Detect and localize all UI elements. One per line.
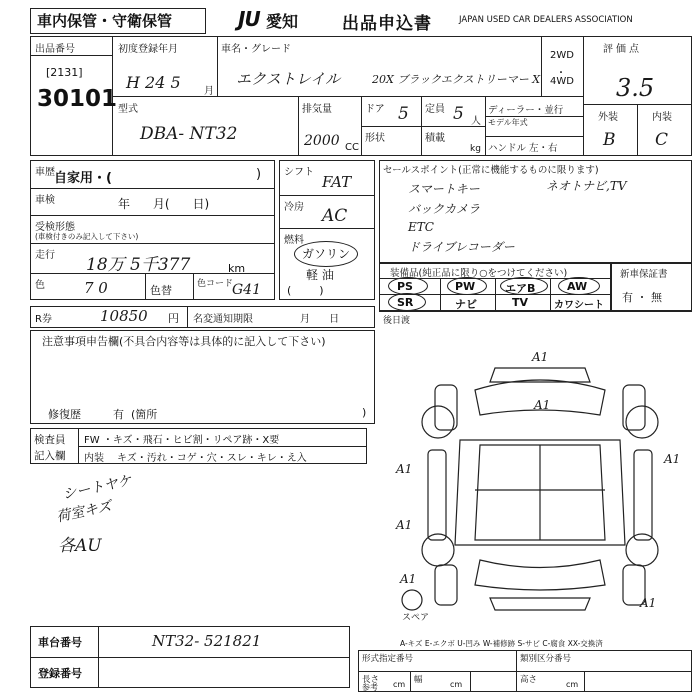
pw-circle bbox=[447, 277, 487, 295]
ref-label: 参考 bbox=[362, 683, 378, 692]
drive-2wd: 2WD bbox=[550, 50, 574, 61]
hand-note-1: シートヤケ bbox=[61, 472, 134, 504]
model-label: 型式 bbox=[118, 104, 138, 115]
damage-mark-left-2: A1 bbox=[396, 518, 413, 532]
mileage-value: 18万 5千377 bbox=[86, 255, 191, 275]
person-unit: 人 bbox=[471, 116, 481, 127]
class-no-label: 類別区分番号 bbox=[520, 654, 572, 664]
ac-label: 冷房 bbox=[284, 202, 304, 213]
hand-note-3: 各AU bbox=[58, 536, 102, 556]
kg-unit: kg bbox=[470, 144, 481, 154]
warranty-label: 新車保証書 bbox=[620, 269, 668, 280]
drive-dot: ・ bbox=[556, 68, 566, 79]
notes-label: 注意事項申告欄(不具合内容等は具体的に記入して下さい) bbox=[42, 335, 326, 348]
history-close: ) bbox=[256, 167, 262, 182]
ju-logo: JU bbox=[238, 7, 260, 31]
month-unit: 月 bbox=[204, 86, 214, 97]
aw-circle bbox=[558, 277, 600, 295]
load-label: 積載 bbox=[425, 133, 445, 144]
equip-ps: PS bbox=[397, 280, 413, 293]
damage-mark-rear-right: A1 bbox=[640, 596, 657, 610]
damage-mark-right: A1 bbox=[664, 452, 681, 466]
checker-row-2-label: 内装 bbox=[84, 453, 104, 464]
sr-circle bbox=[388, 293, 426, 311]
color-code-label: 色コード bbox=[197, 279, 234, 289]
repair-label: 修復歴 bbox=[48, 408, 81, 421]
equip-pw: PW bbox=[455, 280, 476, 293]
damage-mark-rear-left: A1 bbox=[400, 572, 417, 586]
sales-item-0: スマートキー bbox=[408, 182, 480, 196]
exterior-label: 外装 bbox=[598, 112, 618, 123]
equip-aw: AW bbox=[567, 280, 588, 293]
sales-item-3: ドライブレコーダー bbox=[408, 240, 515, 254]
fuel-light: 軽 油 bbox=[306, 268, 334, 282]
late-label: 後日渡 bbox=[383, 316, 411, 326]
chassis-value: NT32- 521821 bbox=[152, 632, 262, 650]
cm-length: cm bbox=[393, 680, 406, 689]
repair-value: 有 (箇所 bbox=[113, 408, 158, 421]
hand-note-2: 荷室キズ bbox=[55, 498, 113, 526]
mileage-label: 走行 bbox=[35, 250, 55, 261]
org-name: 愛知 bbox=[266, 12, 299, 31]
spare-label: スペア bbox=[402, 613, 430, 623]
checker-row-1: FW ・キズ・飛石・ヒビ割・リペア跡・X要 bbox=[84, 435, 280, 446]
interior-label: 内装 bbox=[652, 112, 672, 123]
km-unit: km bbox=[228, 262, 246, 275]
shape-label: 形状 bbox=[365, 133, 385, 144]
color-code-value: G41 bbox=[232, 282, 261, 298]
equipment-label: 装備品(純正品に限り○をつけてください) bbox=[390, 268, 568, 279]
first-reg-label: 初度登録年月 bbox=[118, 44, 178, 55]
car-name-label: 車名・グレード bbox=[221, 44, 291, 55]
color-change-label: 色替 bbox=[150, 284, 172, 297]
checker-label-2: 記入欄 bbox=[34, 450, 66, 462]
lot-label: 出品番号 bbox=[35, 44, 75, 55]
reg-label: 登録番号 bbox=[38, 667, 82, 680]
r-ticket-value: 10850 bbox=[100, 307, 148, 325]
yen-unit: 円 bbox=[168, 312, 179, 325]
history-value: 自家用・( bbox=[54, 171, 112, 186]
inspection-label: 車検 bbox=[35, 195, 55, 206]
shift-value: FAT bbox=[322, 173, 352, 191]
form-label: 受検形態 bbox=[35, 222, 75, 233]
model-year-label: モデル年式 bbox=[488, 118, 528, 127]
color-label: 色 bbox=[35, 280, 45, 291]
checker-label-1: 検査員 bbox=[34, 434, 66, 446]
lot-number: 30101 bbox=[37, 86, 118, 112]
handle-label: ハンドル 左・右 bbox=[488, 143, 558, 154]
equip-leather-seat: カワシート bbox=[554, 300, 604, 311]
color-value: 7 0 bbox=[84, 279, 108, 297]
length-label: 長さ bbox=[362, 675, 380, 685]
form-no-label: 形式指定番号 bbox=[362, 654, 414, 664]
equip-sr: SR bbox=[397, 296, 414, 309]
notice-value: 月 日 bbox=[300, 314, 340, 325]
org-english: JAPAN USED CAR DEALERS ASSOCIATION bbox=[459, 15, 633, 25]
damage-legend: A-キズ E-エクボ U-凹み W-補修跡 S-サビ C-腐食 XX-交換済 bbox=[400, 639, 603, 648]
sales-item-1: バックカメラ bbox=[408, 202, 481, 216]
displacement-value: 2000 bbox=[304, 133, 340, 149]
fuel-gas: ガソリン bbox=[302, 247, 351, 261]
fuel-label: 燃料 bbox=[284, 235, 304, 246]
width-label: 幅 bbox=[414, 675, 423, 685]
lot-sub: [2131] bbox=[46, 66, 83, 79]
storage-title: 車内保管・守衛保管 bbox=[37, 12, 173, 30]
capacity-value: 5 bbox=[453, 104, 464, 124]
notice-label: 名変通知期限 bbox=[193, 314, 253, 325]
shift-label: シフト bbox=[284, 167, 314, 178]
doors-value: 5 bbox=[398, 104, 409, 124]
equip-airbag: エアB bbox=[505, 282, 536, 295]
doors-label: ドア bbox=[365, 104, 385, 115]
warranty-value: 有 ・ 無 bbox=[622, 291, 662, 304]
cm-width: cm bbox=[450, 680, 463, 689]
repair-close: ) bbox=[362, 406, 367, 419]
car-name: エクストレイル bbox=[236, 70, 341, 88]
displacement-label: 排気量 bbox=[302, 104, 332, 115]
form-title: 出品申込書 bbox=[342, 14, 432, 34]
chassis-label: 車台番号 bbox=[38, 636, 82, 649]
ac-value: AC bbox=[322, 206, 348, 226]
capacity-label: 定員 bbox=[425, 104, 445, 115]
damage-mark-hood: A1 bbox=[534, 398, 551, 412]
height-label: 高さ bbox=[520, 675, 538, 685]
score-value: 3.5 bbox=[616, 74, 655, 102]
sales-point-label: セールスポイント(正常に機能するものに限ります) bbox=[383, 165, 599, 176]
history-label: 車歴 bbox=[35, 167, 55, 178]
interior-value: C bbox=[655, 130, 669, 150]
model-value: DBA- NT32 bbox=[140, 124, 238, 144]
cm-height: cm bbox=[566, 680, 579, 689]
form-note: (車検付きのみ記入して下さい) bbox=[35, 232, 139, 241]
fuel-paren: ( ) bbox=[287, 284, 324, 297]
cc-unit: CC bbox=[345, 142, 359, 153]
airbag-circle bbox=[500, 277, 548, 295]
car-grade: 20X ブラックエクストリーマー X bbox=[372, 73, 541, 86]
first-reg-value: H 24 5 bbox=[126, 73, 181, 92]
inspection-value: 年 月( 日) bbox=[118, 197, 210, 211]
drive-4wd: 4WD bbox=[550, 76, 574, 87]
damage-mark-left: A1 bbox=[396, 462, 413, 476]
sales-nav: ネオトナビ,TV bbox=[546, 179, 627, 193]
exterior-value: B bbox=[603, 130, 616, 150]
score-label: 評価点 bbox=[603, 44, 642, 55]
equip-tv: TV bbox=[512, 296, 529, 309]
sales-item-2: ETC bbox=[408, 220, 434, 234]
damage-mark-front: A1 bbox=[532, 350, 549, 364]
r-ticket-label: R券 bbox=[35, 314, 52, 325]
dealer-label: ディーラー・並行 bbox=[488, 105, 564, 116]
checker-row-2: キズ・汚れ・コゲ・穴・スレ・キレ・え入 bbox=[117, 453, 307, 464]
equip-navi: ナビ bbox=[455, 298, 477, 311]
